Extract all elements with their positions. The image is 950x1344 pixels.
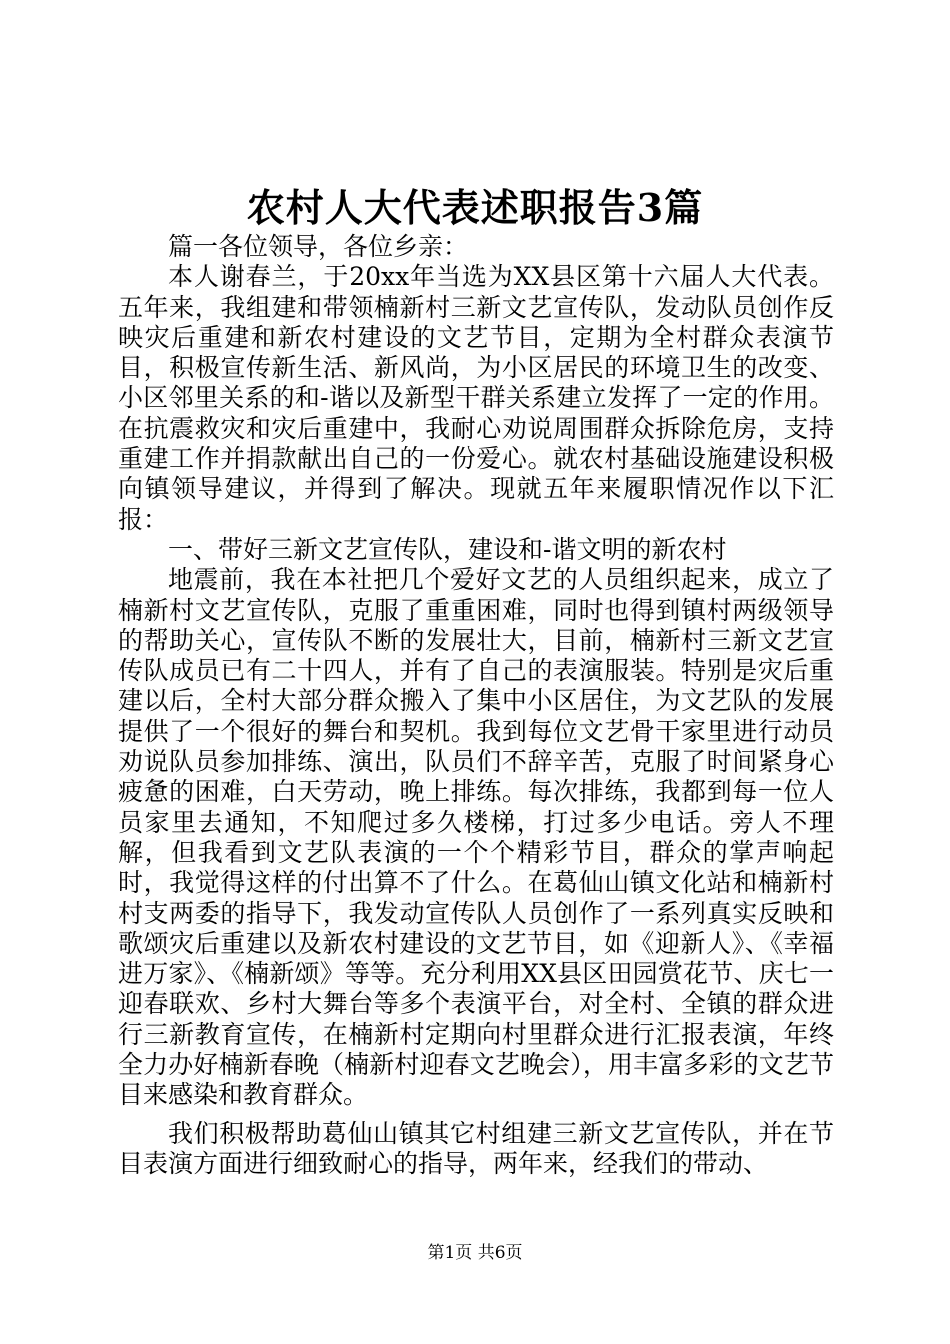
section-heading: 一、带好三新文艺宣传队，建设和-谐文明的新农村 [168,534,727,564]
paragraph-intro: 本人谢春兰，于20xx年当选为XX县区第十六届人大代表。五年来，我组建和带领楠新村三新文艺宣传队，发动队员创作反映灾后重建和新农村建设的文艺节目，定期为全村群众表演节目，积极宣传新生活、新风尚，为小区居民的环境卫生的改变、小区邻里关系的和-谐以及新型干群关系建立发挥了一定的作用。在抗震救灾和灾后重建中，我耐心劝说周围群众拆除危房，支持重建工作并捐款献出自己的一份爱心。就农村基础设施建设积极向镇领导建议，并得到了解决。现就五年来履职情况作以下汇报： [118,262,834,534]
document-title: 农村人大代表述职报告3篇 [246,185,704,230]
document-body [118,232,834,1179]
page-number-footer: 第1页 共6页 [427,1243,523,1263]
paragraph-body: 地震前，我在本社把几个爱好文艺的人员组织起来，成立了楠新村文艺宣传队，克服了重重困难，同时也得到镇村两级领导的帮助关心，宣传队不断的发展壮大，目前，楠新村三新文艺宣传队成员已有二十四人，并有了自己的表演服装。特别是灾后重建以后，全村大部分群众搬入了集中小区居住，为文艺队的发展提供了一个很好的舞台和契机。我到每位文艺骨干家里进行动员劝说队员参加排练、演出，队员们不辞辛苦，克服了时间紧身心疲惫的困难，白天劳动，晚上排练。每次排练，我都到每一位人员家里去通知，不知爬过多久楼梯，打过多少电话。旁人不理解，但我看到文艺队表演的一个个精彩节目，群众的掌声响起时，我觉得这样的付出算不了什么。在葛仙山镇文化站和楠新村村支两委的指导下，我发动宣传队人员创作了一系列真实反映和歌颂灾后重建以及新农村建设的文艺节目，如《迎新人》、《幸福进万家》、《楠新颂》等等。充分利用XX县区田园赏花节、庆七一迎春联欢、乡村大舞台等多个表演平台，对全村、全镇的群众进行三新教育宣传，在楠新村定期向村里群众进行汇报表演，年终全力办好楠新春晚（楠新村迎春文艺晚会），用丰富多彩的文艺节目来感染和教育群众。 [118,565,834,1110]
paragraph-greeting: 篇一各位领导，各位乡亲： [168,232,469,261]
paragraph-body-continued: 我们积极帮助葛仙山镇其它村组建三新文艺宣传队，并在节目表演方面进行细致耐心的指导，两年来，经我们的带动、 [118,1118,834,1178]
